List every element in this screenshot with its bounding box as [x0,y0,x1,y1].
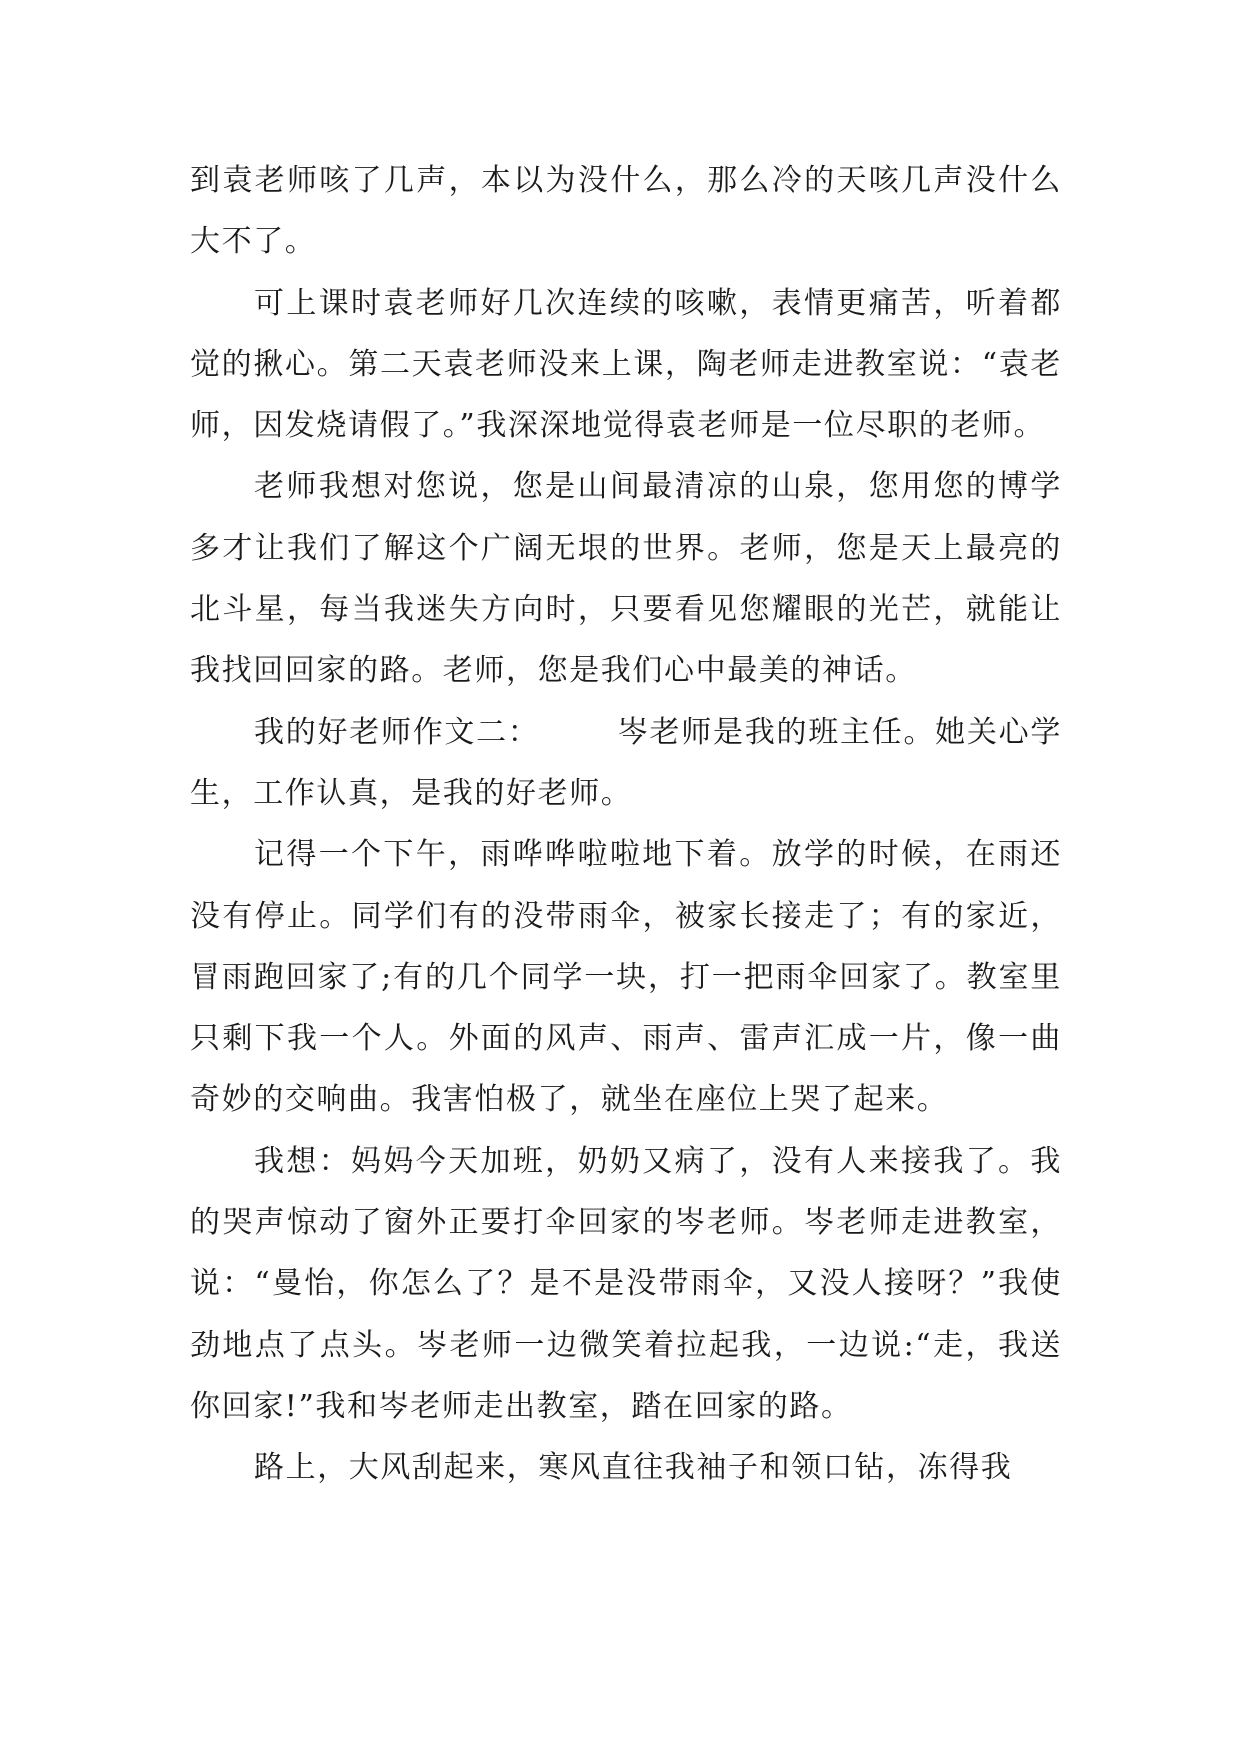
paragraph-4 [190,702,1062,825]
paragraph-7: 路上，大风刮起来，寒风直往我袖子和领口钻，冻得我 [254,1450,1013,1486]
paragraph-6: 我想：妈妈今天加班，奶奶又病了，没有人来接我了。我的哭声惊动了窗外正要打伞回家的岑老师。岑老师走进教室，说：“曼怡，你怎么了？是不是没带雨伞，又没人接呀？”我使劲地点了点头。岑老师一边微笑着拉起我，一边说:“走，我送你回家!”我和岑老师走出教室，踏在回家的路。 [190,1143,1062,1424]
section-heading: 我的好老师作文二： [254,714,540,750]
paragraph-1: 到袁老师咳了几声，本以为没什么，那么冷的天咳几声没什么大不了。 [190,163,1062,260]
paragraph-4-text: 岑老师是我的班主任。她关心学生，工作认真，是我的好老师。 [190,714,1062,811]
paragraph-5: 记得一个下午，雨哗哗啦啦地下着。放学的时候，在雨还没有停止。同学们有的没带雨伞，被家长接走了；有的家近，冒雨跑回家了;有的几个同学一块，打一把雨伞回家了。教室里只剩下我一个人。外面的风声、雨声、雷声汇成一片，像一曲奇妙的交响曲。我害怕极了，就坐在座位上哭了起来。 [190,837,1062,1118]
body-text [190,150,1062,1499]
paragraph-3: 老师我想对您说，您是山间最清凉的山泉，您用您的博学多才让我们了解这个广阔无垠的世界。老师，您是天上最亮的北斗星，每当我迷失方向时，只要看见您耀眼的光芒，就能让我找回回家的路。老师，您是我们心中最美的神话。 [190,469,1062,689]
paragraph-2: 可上课时袁老师好几次连续的咳嗽，表情更痛苦，听着都觉的揪心。第二天袁老师没来上课，陶老师走进教室说：“袁老师，因发烧请假了。”我深深地觉得袁老师是一位尽职的老师。 [190,285,1062,444]
